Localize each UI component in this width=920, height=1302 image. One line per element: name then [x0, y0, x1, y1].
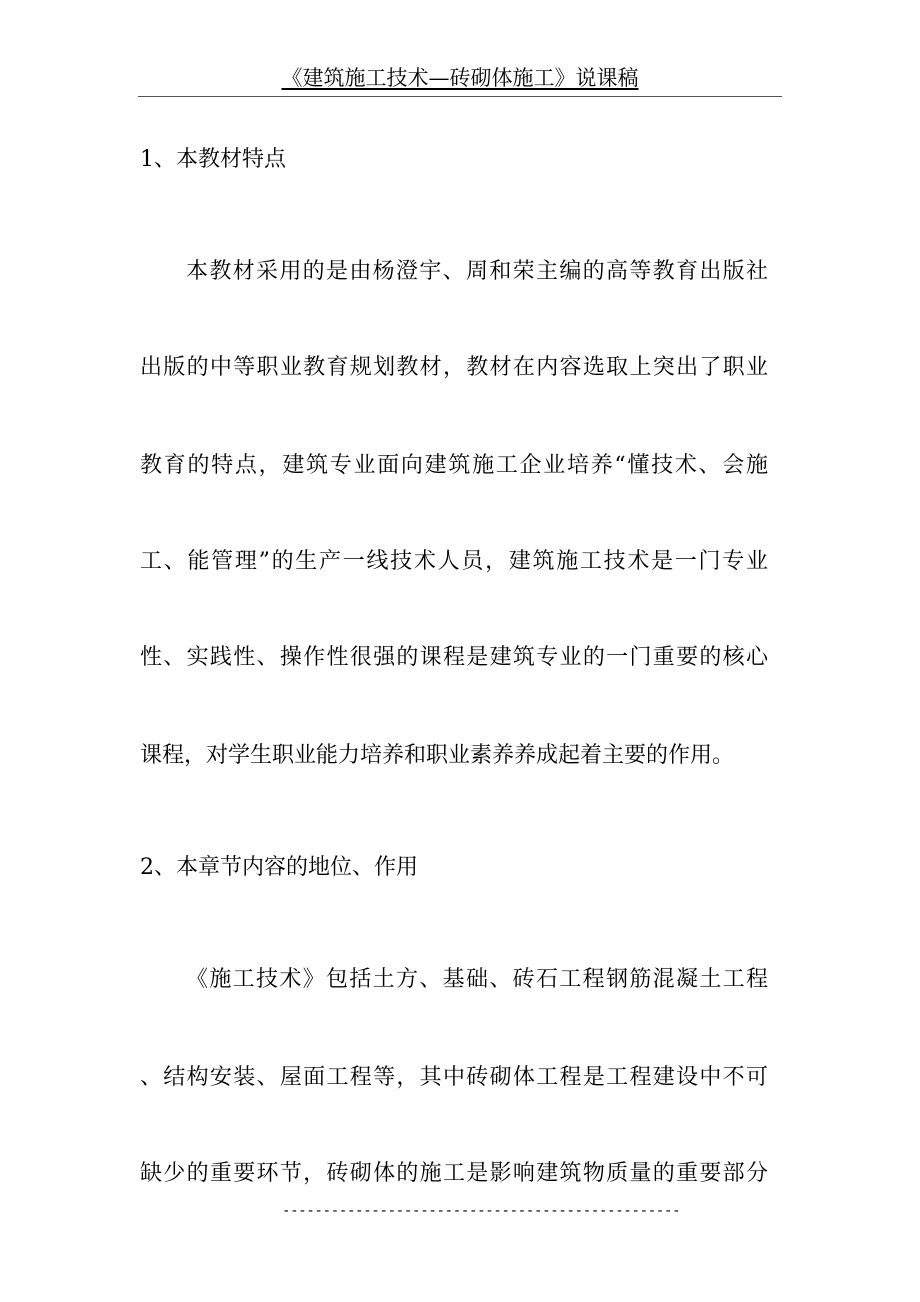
paragraph-line: 缺少的重要环节，砖砌体的施工是影响建筑物质量的重要部分	[140, 1161, 768, 1186]
paragraph-line: 本教材采用的是由杨澄宇、周和荣主编的高等教育出版社	[186, 259, 768, 284]
section-heading: 1、本教材特点	[140, 147, 286, 172]
footer-dashed-line: -------------------------------------------------	[282, 1203, 681, 1219]
paragraph-line: 教育的特点，建筑专业面向建筑施工企业培养“懂技术、会施	[140, 453, 768, 478]
paragraph-line: 工、能管理”的生产一线技术人员，建筑施工技术是一门专业	[140, 549, 768, 574]
paragraph-line: 课程，对学生职业能力培养和职业素养养成起着主要的作用。	[140, 743, 735, 768]
paragraph-line: 《施工技术》包括土方、基础、砖石工程钢筋混凝土工程	[186, 967, 768, 992]
paragraph-line: 出版的中等职业教育规划教材，教材在内容选取上突出了职业	[140, 355, 768, 380]
section-heading: 2、本章节内容的地位、作用	[140, 855, 418, 880]
paragraph-line: 、结构安装、屋面工程等，其中砖砌体工程是工程建设中不可	[140, 1065, 768, 1090]
paragraph-line: 性、实践性、操作性很强的课程是建筑专业的一门重要的核心	[140, 645, 768, 670]
page-header-title: 《建筑施工技术—砖砌体施工》说课稿	[281, 66, 639, 90]
header-divider	[138, 96, 782, 97]
